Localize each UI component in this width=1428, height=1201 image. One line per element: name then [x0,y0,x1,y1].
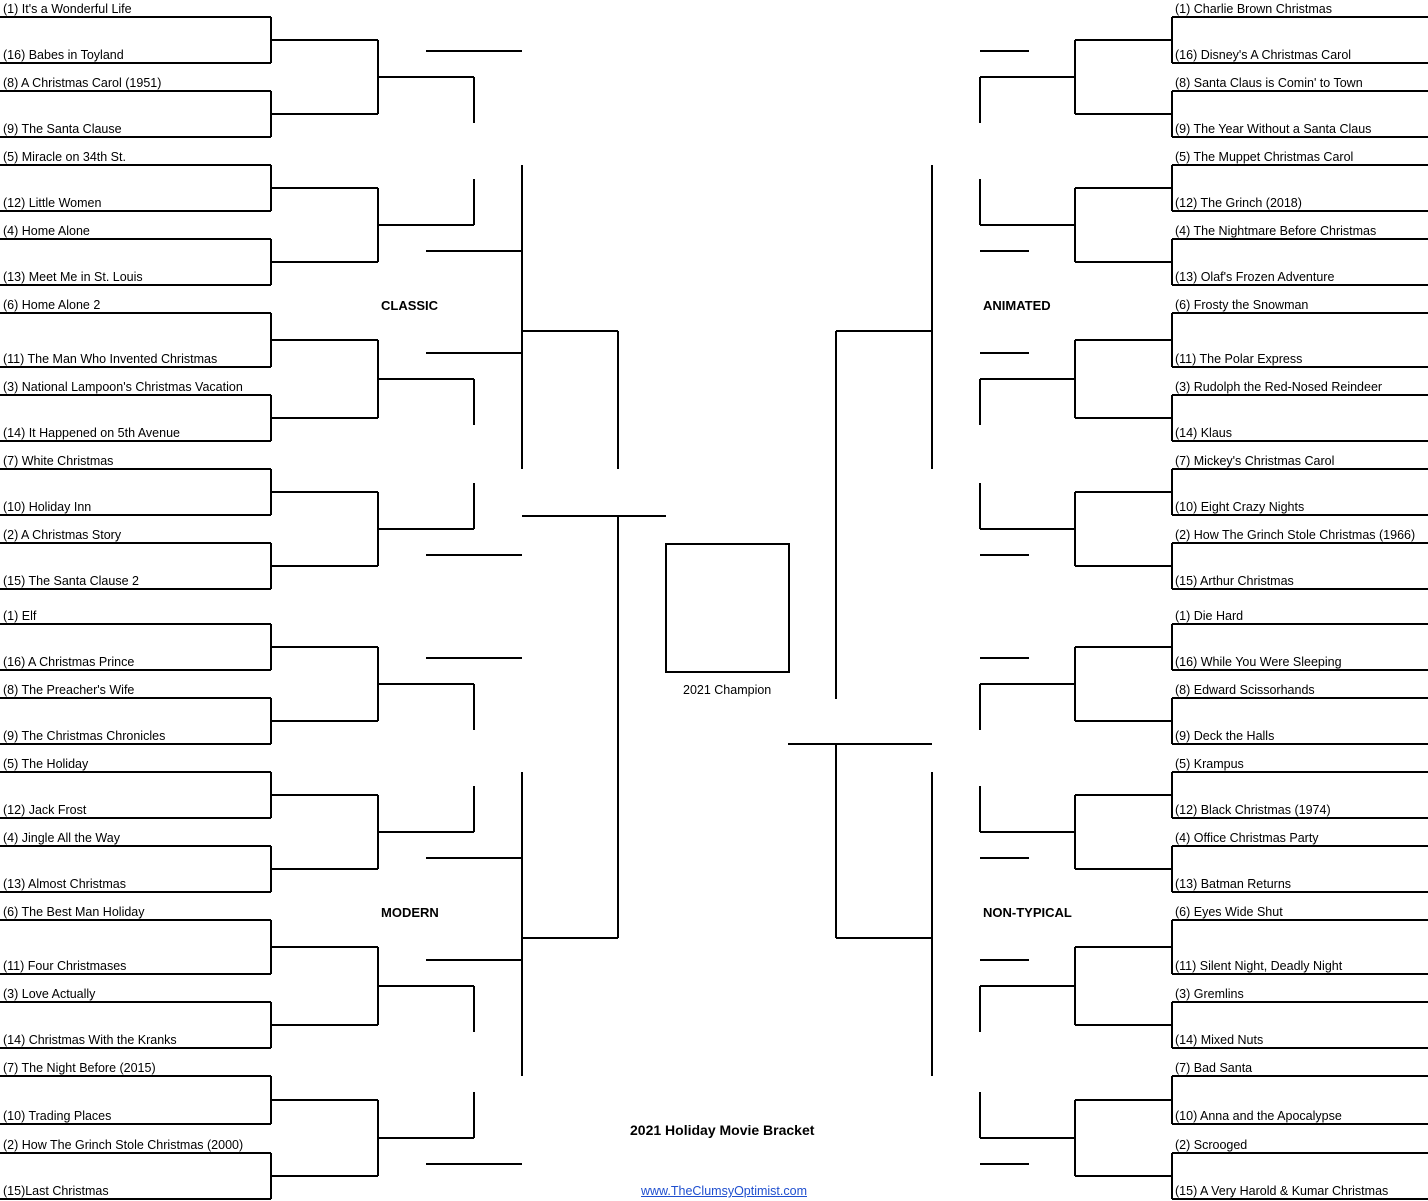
team-classic-9[interactable]: (6) Home Alone 2 [3,298,101,312]
team-modern-10[interactable]: (11) Four Christmases [3,959,127,973]
team-modern-1[interactable]: (1) Elf [3,609,37,623]
team-classic-6[interactable]: (12) Little Women [3,196,102,210]
team-animated-1[interactable]: (1) Charlie Brown Christmas [1175,2,1332,16]
team-classic-14[interactable]: (10) Holiday Inn [3,500,92,514]
team-classic-13[interactable]: (7) White Christmas [3,454,114,468]
team-nontypical-4[interactable]: (9) Deck the Halls [1175,729,1275,743]
team-modern-3[interactable]: (8) The Preacher's Wife [3,683,135,697]
team-animated-6[interactable]: (12) The Grinch (2018) [1175,196,1302,210]
team-classic-2[interactable]: (16) Babes in Toyland [3,48,124,62]
team-modern-16[interactable]: (15)Last Christmas [3,1184,109,1198]
team-classic-15[interactable]: (2) A Christmas Story [3,528,122,542]
team-nontypical-2[interactable]: (16) While You Were Sleeping [1175,655,1342,669]
team-nontypical-14[interactable]: (10) Anna and the Apocalypse [1175,1109,1342,1123]
team-nontypical-5[interactable]: (5) Krampus [1175,757,1244,771]
team-modern-8[interactable]: (13) Almost Christmas [3,877,126,891]
team-animated-15[interactable]: (2) How The Grinch Stole Christmas (1966) [1175,528,1416,542]
team-classic-3[interactable]: (8) A Christmas Carol (1951) [3,76,162,90]
team-animated-4[interactable]: (9) The Year Without a Santa Claus [1175,122,1372,136]
team-animated-13[interactable]: (7) Mickey's Christmas Carol [1175,454,1335,468]
team-nontypical-15[interactable]: (2) Scrooged [1175,1138,1248,1152]
team-animated-12[interactable]: (14) Klaus [1175,426,1232,440]
team-nontypical-6[interactable]: (12) Black Christmas (1974) [1175,803,1331,817]
team-modern-5[interactable]: (5) The Holiday [3,757,89,771]
team-nontypical-16[interactable]: (15) A Very Harold & Kumar Christmas [1175,1184,1389,1198]
region-label-classic: CLASSIC [381,298,439,313]
team-modern-13[interactable]: (7) The Night Before (2015) [3,1061,156,1075]
region-label-modern: MODERN [381,905,439,920]
team-modern-9[interactable]: (6) The Best Man Holiday [3,905,145,919]
team-animated-14[interactable]: (10) Eight Crazy Nights [1175,500,1305,514]
team-classic-12[interactable]: (14) It Happened on 5th Avenue [3,426,180,440]
team-animated-7[interactable]: (4) The Nightmare Before Christmas [1175,224,1377,238]
team-nontypical-7[interactable]: (4) Office Christmas Party [1175,831,1319,845]
champion-label: 2021 Champion [683,683,772,697]
team-classic-11[interactable]: (3) National Lampoon's Christmas Vacation [3,380,243,394]
team-classic-8[interactable]: (13) Meet Me in St. Louis [3,270,143,284]
team-nontypical-8[interactable]: (13) Batman Returns [1175,877,1292,891]
team-modern-12[interactable]: (14) Christmas With the Kranks [3,1033,177,1047]
team-animated-16[interactable]: (15) Arthur Christmas [1175,574,1294,588]
team-modern-4[interactable]: (9) The Christmas Chronicles [3,729,166,743]
team-nontypical-11[interactable]: (3) Gremlins [1175,987,1244,1001]
team-nontypical-10[interactable]: (11) Silent Night, Deadly Night [1175,959,1343,973]
team-nontypical-1[interactable]: (1) Die Hard [1175,609,1244,623]
team-nontypical-3[interactable]: (8) Edward Scissorhands [1175,683,1315,697]
team-nontypical-9[interactable]: (6) Eyes Wide Shut [1175,905,1283,919]
team-nontypical-13[interactable]: (7) Bad Santa [1175,1061,1253,1075]
region-label-animated: ANIMATED [983,298,1051,313]
team-modern-7[interactable]: (4) Jingle All the Way [3,831,120,845]
team-nontypical-12[interactable]: (14) Mixed Nuts [1175,1033,1264,1047]
team-modern-15[interactable]: (2) How The Grinch Stole Christmas (2000) [3,1138,244,1152]
bracket-title: 2021 Holiday Movie Bracket [630,1122,815,1138]
team-animated-5[interactable]: (5) The Muppet Christmas Carol [1175,150,1354,164]
team-animated-9[interactable]: (6) Frosty the Snowman [1175,298,1309,312]
team-classic-7[interactable]: (4) Home Alone [3,224,90,238]
team-modern-14[interactable]: (10) Trading Places [3,1109,112,1123]
team-animated-2[interactable]: (16) Disney's A Christmas Carol [1175,48,1352,62]
team-classic-4[interactable]: (9) The Santa Clause [3,122,122,136]
team-animated-10[interactable]: (11) The Polar Express [1175,352,1303,366]
team-classic-16[interactable]: (15) The Santa Clause 2 [3,574,139,588]
team-classic-10[interactable]: (11) The Man Who Invented Christmas [3,352,218,366]
team-classic-5[interactable]: (5) Miracle on 34th St. [3,150,126,164]
team-classic-1[interactable]: (1) It's a Wonderful Life [3,2,132,16]
team-modern-6[interactable]: (12) Jack Frost [3,803,87,817]
website-link[interactable]: www.TheClumsyOptimist.com [641,1184,807,1198]
champion-box[interactable] [665,543,790,673]
team-animated-11[interactable]: (3) Rudolph the Red-Nosed Reindeer [1175,380,1383,394]
team-modern-2[interactable]: (16) A Christmas Prince [3,655,135,669]
team-modern-11[interactable]: (3) Love Actually [3,987,96,1001]
team-animated-8[interactable]: (13) Olaf's Frozen Adventure [1175,270,1335,284]
team-animated-3[interactable]: (8) Santa Claus is Comin' to Town [1175,76,1363,90]
region-label-nontypical: NON-TYPICAL [983,905,1072,920]
